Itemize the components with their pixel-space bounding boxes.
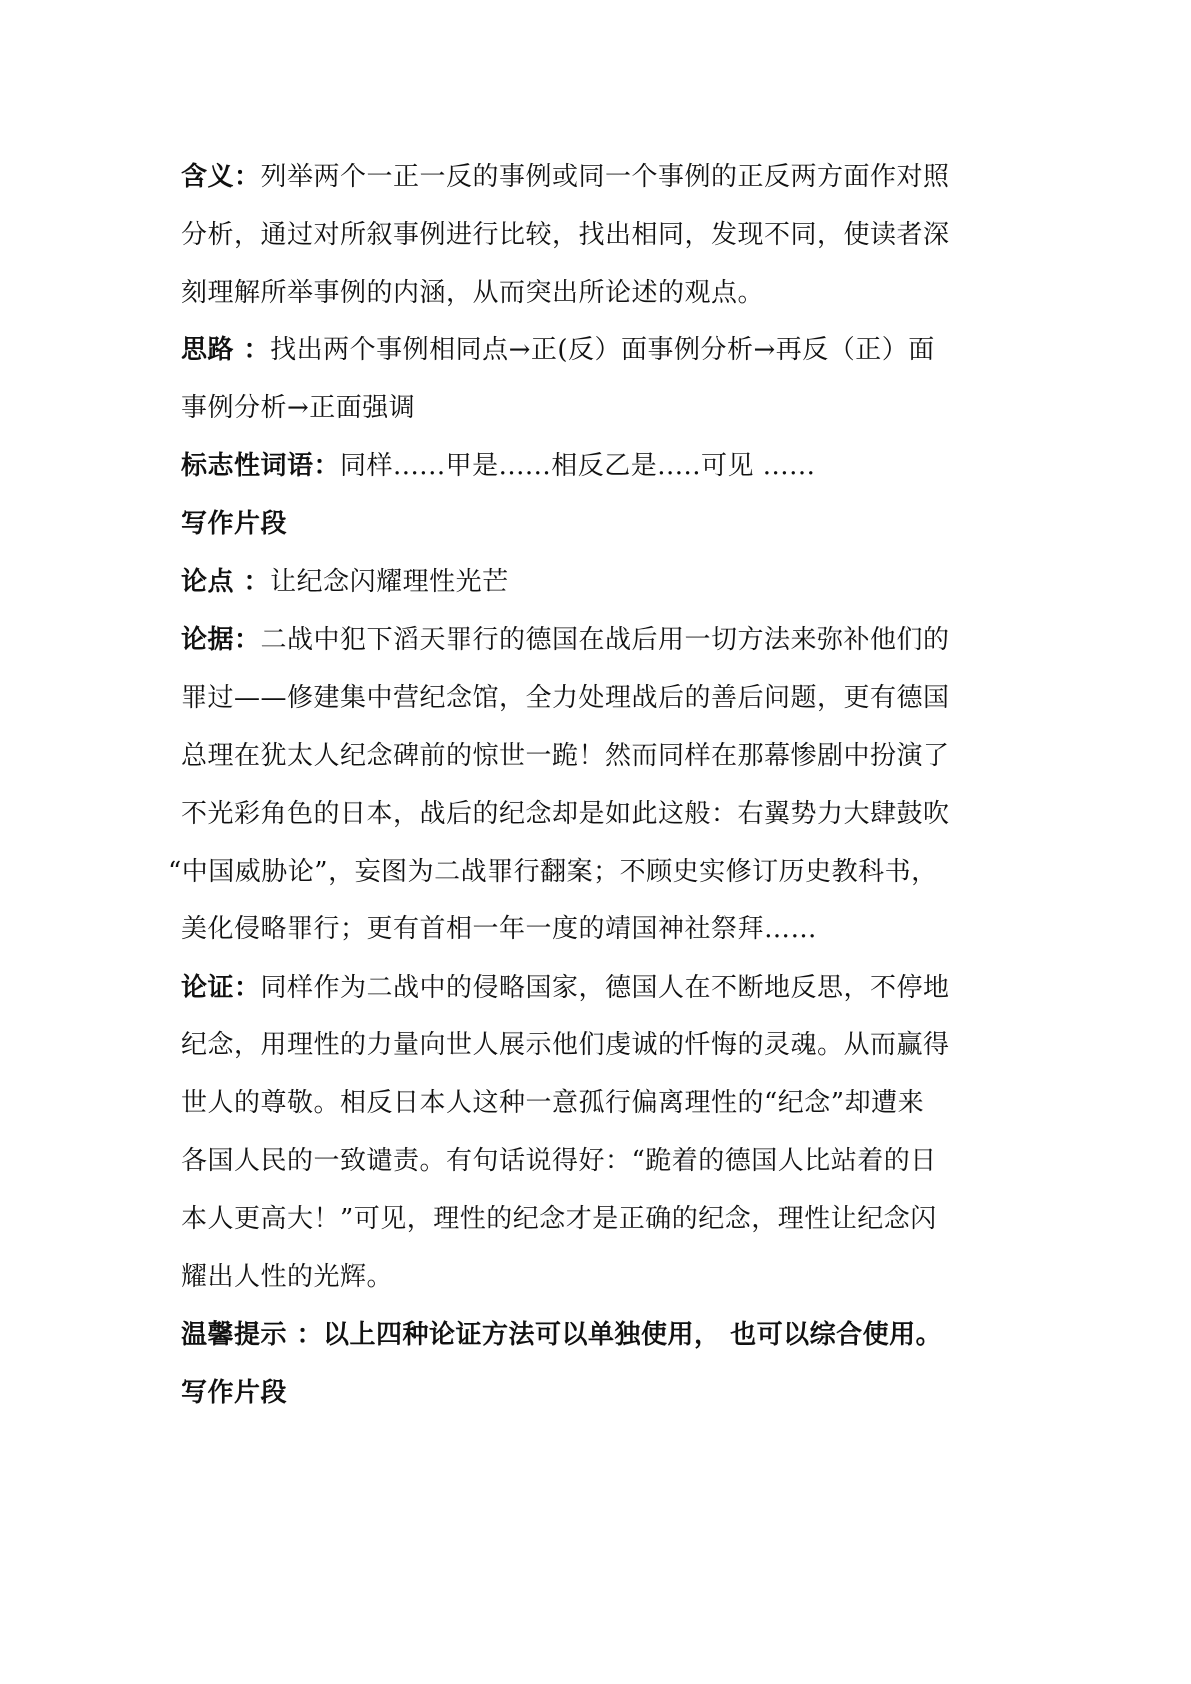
approach-line-1 <box>181 330 1041 370</box>
definition-line-3: 刻理解所举事例的内涵，从而突出所论述的观点。 <box>181 278 765 308</box>
evidence-line-6: 美化侵略罪行；更有首相一年一度的靖国神社祭拜…… <box>181 914 818 944</box>
keywords-label: 标志性词语： <box>181 451 341 481</box>
writing-heading-2: 写作片段 <box>181 1378 288 1408</box>
approach-line-2: 事例分析→正面强调 <box>181 393 416 423</box>
evidence-line-4: 不光彩角色的日本，战后的纪念却是如此这般：右翼势力大肆鼓吹 <box>181 799 950 829</box>
definition-label: 含义： <box>181 162 261 192</box>
thesis-text: 让纪念闪耀理性光芒 <box>270 567 509 597</box>
approach-text-1: 找出两个事例相同点→正(反）面事例分析→再反（正）面 <box>270 335 935 365</box>
evidence-text-1: 二战中犯下滔天罪行的德国在战后用一切方法来弥补他们的 <box>260 625 950 655</box>
argument-line-4: 各国人民的一致谴责。有句话说得好：“跪着的德国人比站着的日 <box>181 1146 937 1176</box>
argument-line-2: 纪念，用理性的力量向世人展示他们虔诚的忏悔的灵魂。从而赢得 <box>181 1030 950 1060</box>
definition-text-1: 列举两个一正一反的事例或同一个事例的正反两方面作对照 <box>260 162 950 192</box>
writing-heading-1: 写作片段 <box>181 509 288 539</box>
approach-label: 思路 ： <box>181 335 271 365</box>
tip-line: 温馨提示 ：以上四种论证方法可以单独使用， 也可以综合使用。 <box>181 1320 943 1350</box>
argument-line-3: 世人的尊敬。相反日本人这种一意孤行偏离理性的“纪念”却遭来 <box>181 1088 925 1118</box>
evidence-label: 论据： <box>181 625 261 655</box>
thesis-line <box>181 562 1041 602</box>
thesis-label: 论点 ： <box>181 567 271 597</box>
definition-line-2: 分析，通过对所叙事例进行比较，找出相同，发现不同，使读者深 <box>181 220 950 250</box>
definition-line-1 <box>181 157 1041 197</box>
argument-line-1 <box>181 968 1041 1008</box>
evidence-line-2: 罪过——修建集中营纪念馆，全力处理战后的善后问题，更有德国 <box>181 683 950 713</box>
evidence-line-5: “中国威胁论”，妄图为二战罪行翻案；不顾史实修订历史教科书， <box>168 857 938 887</box>
argument-line-6: 耀出人性的光辉。 <box>181 1262 394 1292</box>
keywords-line <box>181 446 1041 486</box>
keywords-text: 同样......甲是......相反乙是.....可见 ...... <box>340 451 816 481</box>
argument-label: 论证： <box>181 973 261 1003</box>
argument-text-1: 同样作为二战中的侵略国家，德国人在不断地反思，不停地 <box>260 973 950 1003</box>
evidence-line-3: 总理在犹太人纪念碑前的惊世一跪！然而同样在那幕惨剧中扮演了 <box>181 741 950 771</box>
argument-line-5: 本人更高大！”可见，理性的纪念才是正确的纪念，理性让纪念闪 <box>181 1204 937 1234</box>
evidence-line-1 <box>181 620 1041 660</box>
